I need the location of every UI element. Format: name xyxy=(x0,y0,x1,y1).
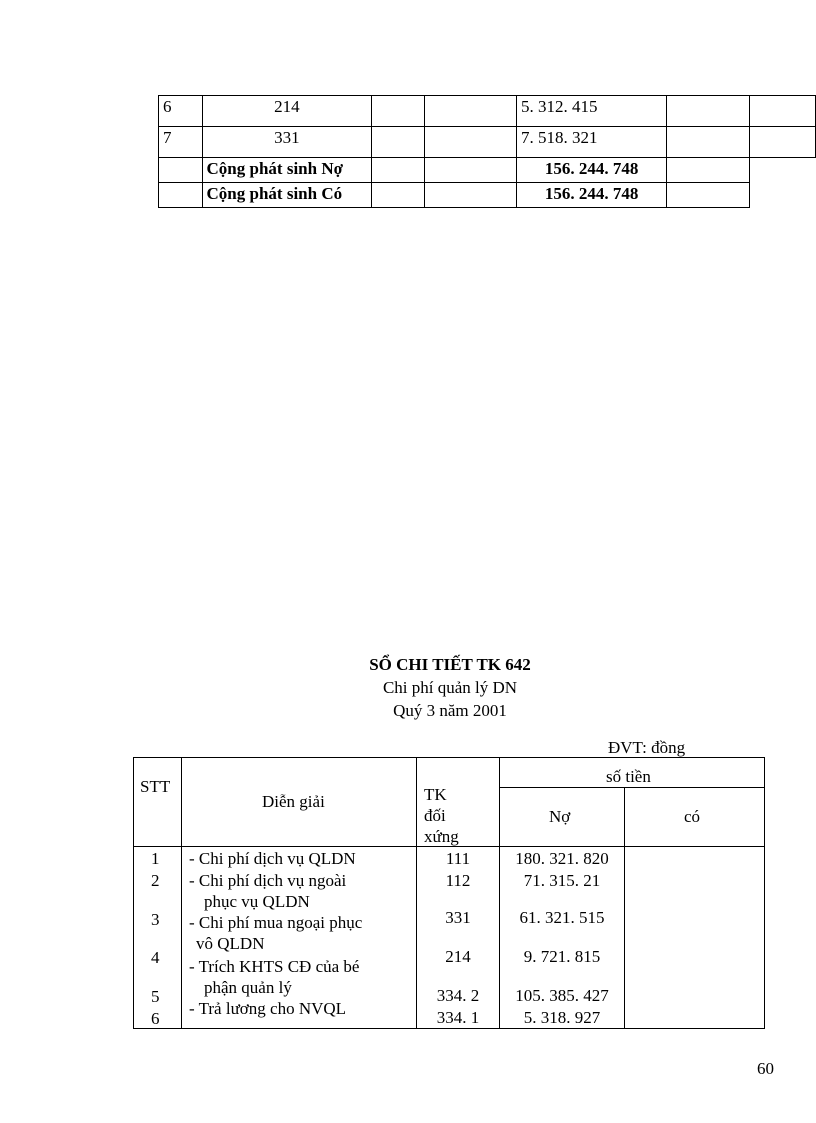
empty-cell xyxy=(372,96,425,127)
total-row xyxy=(159,158,816,183)
account-cell: 334. 1 xyxy=(436,1008,480,1027)
empty-cell xyxy=(667,96,750,127)
ledger-period: Quý 3 năm 2001 xyxy=(393,701,507,720)
account-cell: 334. 2 xyxy=(436,986,480,1005)
description-cell: - Chi phí dịch vụ ngoài xyxy=(189,871,347,890)
stt-cell: 1 xyxy=(151,849,160,868)
table-row xyxy=(159,96,816,127)
column-divider xyxy=(624,787,625,1028)
description-cell: - Chi phí mua ngoại phục xyxy=(189,913,363,932)
description-cell: - Trích KHTS CĐ của bé xyxy=(189,957,360,976)
ledger-subtitle: Chi phí quản lý DN xyxy=(382,678,518,697)
empty-cell xyxy=(667,127,750,158)
account-cell: 331 xyxy=(445,908,471,927)
total-label: Cộng phát sinh Nợ xyxy=(202,158,372,183)
empty-cell xyxy=(372,158,425,183)
header-description: Diễn giải xyxy=(262,792,325,811)
empty-cell xyxy=(667,158,750,183)
amount-cell: 5. 312. 415 xyxy=(517,96,667,127)
debit-cell: 71. 315. 21 xyxy=(523,871,601,890)
empty-cell xyxy=(424,127,516,158)
total-amount: 156. 244. 748 xyxy=(517,183,667,208)
stt-cell: 6 xyxy=(151,1009,160,1028)
stt-cell: 2 xyxy=(151,871,160,890)
header-debit: Nợ xyxy=(549,807,571,826)
description-cell: vô QLDN xyxy=(196,934,265,953)
ledger-title: SỔ CHI TIẾT TK 642 xyxy=(369,655,531,674)
account-cell: 112 xyxy=(445,871,471,890)
empty-cell xyxy=(667,183,750,208)
stt-cell: 5 xyxy=(151,987,160,1006)
account-summary-table xyxy=(158,95,816,208)
debit-cell: 5. 318. 927 xyxy=(523,1008,601,1027)
empty-cell xyxy=(372,127,425,158)
empty-cell xyxy=(750,127,816,158)
empty-cell xyxy=(372,183,425,208)
row-divider xyxy=(499,787,764,788)
unit-label: ĐVT: đồng xyxy=(608,738,686,757)
total-label: Cộng phát sinh Có xyxy=(202,183,372,208)
debit-cell: 9. 721. 815 xyxy=(523,947,601,966)
amount-cell: 7. 518. 321 xyxy=(517,127,667,158)
header-stt: STT xyxy=(140,777,171,796)
empty-cell xyxy=(750,96,816,127)
description-cell: phục vụ QLDN xyxy=(204,892,310,911)
stt-cell: 3 xyxy=(151,910,160,929)
empty-cell xyxy=(424,96,516,127)
debit-cell: 180. 321. 820 xyxy=(515,849,609,868)
debit-cell: 61. 321. 515 xyxy=(519,908,605,927)
account-cell: 214 xyxy=(202,96,372,127)
description-cell: - Chi phí dịch vụ QLDN xyxy=(189,849,356,868)
empty-cell xyxy=(424,183,516,208)
debit-cell: 105. 385. 427 xyxy=(515,986,609,1005)
header-credit: có xyxy=(684,807,701,826)
header-account: xứng xyxy=(424,827,459,846)
empty-cell xyxy=(159,183,203,208)
description-cell: - Trả lương cho NVQL xyxy=(189,999,347,1018)
total-row xyxy=(159,183,816,208)
header-account: đối xyxy=(424,806,446,825)
total-amount: 156. 244. 748 xyxy=(517,158,667,183)
empty-cell xyxy=(159,158,203,183)
account-cell: 331 xyxy=(202,127,372,158)
stt-cell: 4 xyxy=(151,948,160,967)
stt-cell: 6 xyxy=(159,96,203,127)
account-cell: 214 xyxy=(445,947,471,966)
header-account: TK xyxy=(424,785,447,804)
stt-cell: 7 xyxy=(159,127,203,158)
description-cell: phận quản lý xyxy=(204,978,292,997)
table-row xyxy=(159,127,816,158)
header-amount-group: số tiền xyxy=(606,767,651,786)
account-cell: 111 xyxy=(445,849,471,868)
empty-cell xyxy=(424,158,516,183)
column-divider xyxy=(181,757,182,1028)
page-number: 60 xyxy=(757,1059,774,1078)
